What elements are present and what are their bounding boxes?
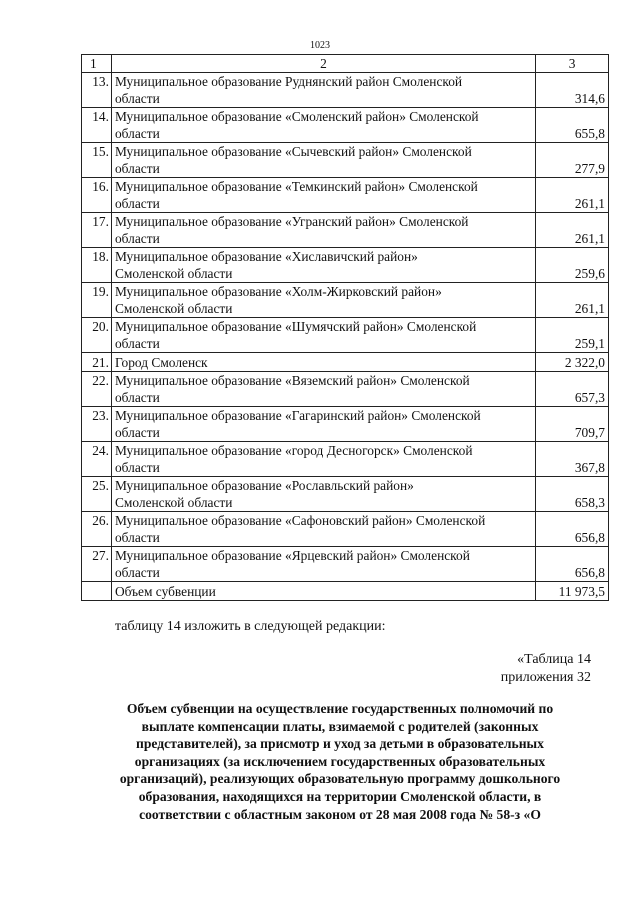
row-name (111, 442, 535, 477)
table-row (82, 372, 609, 407)
row-number: 14. (82, 108, 112, 143)
row-value: 658,3 (536, 477, 609, 512)
row-value: 259,6 (536, 248, 609, 283)
row-name (111, 372, 535, 407)
heading-line: выплате компенсации платы, взимаемой с родителей (законных (141, 718, 539, 734)
row-name-line: области (114, 565, 160, 580)
row-number: 25. (82, 477, 112, 512)
row-name (111, 353, 535, 372)
row-value: 277,9 (536, 143, 609, 178)
row-number: 24. (82, 442, 112, 477)
row-name-line: Муниципальное образование «Сычевский район» Смоленской (114, 144, 472, 159)
row-name-line: Муниципальное образование «Шумячский район» Смоленской (114, 319, 477, 334)
row-value: 709,7 (536, 407, 609, 442)
row-number: 13. (82, 73, 112, 108)
caption-line-appendix: приложения 32 (500, 670, 591, 685)
instruction-text: таблицу 14 изложить в следующей редакции: (115, 619, 386, 634)
heading-line: организаций), реализующих образовательную программу дошкольного (119, 771, 561, 787)
row-value: 261,1 (536, 178, 609, 213)
table-row (82, 318, 609, 353)
row-name-line: области (114, 530, 160, 545)
table-row (82, 353, 609, 372)
table-row (82, 283, 609, 318)
row-number: 23. (82, 407, 112, 442)
row-number: 17. (82, 213, 112, 248)
row-value: 657,3 (536, 372, 609, 407)
row-name (111, 143, 535, 178)
row-number: 27. (82, 547, 112, 582)
row-name-line: области (114, 161, 160, 176)
column-header-name: 2 (111, 55, 535, 73)
row-number: 16. (82, 178, 112, 213)
row-number: 21. (82, 353, 112, 372)
page-number: 1023 (310, 40, 330, 51)
row-name-line: Смоленской области (114, 495, 233, 510)
row-value: 11 973,5 (536, 582, 609, 601)
table-row (82, 213, 609, 248)
table-row (82, 477, 609, 512)
subvention-table (81, 54, 609, 601)
row-name-line: Город Смоленск (114, 354, 208, 370)
column-header-number: 1 (82, 55, 112, 73)
table-row (82, 442, 609, 477)
row-name-line: Смоленской области (114, 266, 233, 281)
row-name-line: Муниципальное образование «Вяземский район» Смоленской (114, 373, 470, 388)
row-name (111, 213, 535, 248)
row-name-line: Муниципальное образование «Гагаринский район» Смоленской (114, 408, 481, 423)
row-name-line: Муниципальное образование «Угранский район» Смоленской (114, 214, 469, 229)
row-value: 2 322,0 (536, 353, 609, 372)
row-value: 367,8 (536, 442, 609, 477)
row-name-line: области (114, 91, 160, 106)
row-name (111, 248, 535, 283)
table-row (82, 143, 609, 178)
table-row (82, 108, 609, 143)
row-name (111, 582, 535, 601)
row-value: 655,8 (536, 108, 609, 143)
row-name (111, 283, 535, 318)
row-name-line: области (114, 196, 160, 211)
table-header-row (82, 55, 609, 73)
row-name-line: области (114, 336, 160, 351)
table-row (82, 73, 609, 108)
row-name (111, 407, 535, 442)
row-name-line: Муниципальное образование «Сафоновский район» Смоленской (114, 513, 486, 528)
heading-line: представителей), за присмотр и уход за детьми в образовательных (136, 736, 544, 752)
table-row (82, 512, 609, 547)
row-name-line: Муниципальное образование «Рославльский район» (114, 478, 414, 493)
row-number: 18. (82, 248, 112, 283)
row-name-line: Муниципальное образование «Смоленский район» Смоленской (114, 109, 479, 124)
row-number (82, 582, 112, 601)
row-name (111, 108, 535, 143)
row-name (111, 178, 535, 213)
table-row (82, 547, 609, 582)
row-value: 656,8 (536, 512, 609, 547)
row-name-line: области (114, 390, 160, 405)
row-value: 259,1 (536, 318, 609, 353)
row-name (111, 318, 535, 353)
table-row (82, 582, 609, 601)
column-header-value: 3 (536, 55, 609, 73)
table-row (82, 178, 609, 213)
row-name-line: Муниципальное образование «Хиславичский район» (114, 249, 418, 264)
row-name-line: области (114, 231, 160, 246)
row-name (111, 477, 535, 512)
row-value: 314,6 (536, 73, 609, 108)
heading-line: организациях (за исключением государственных образовательных (134, 753, 546, 769)
row-name-line: Смоленской области (114, 301, 233, 316)
caption-line-table: «Таблица 14 (517, 652, 591, 667)
row-name-line: Муниципальное образование «Темкинский район» Смоленской (114, 179, 478, 194)
row-number: 22. (82, 372, 112, 407)
row-name-line: Муниципальное образование «город Десногорск» Смоленской (114, 443, 473, 458)
row-name-line: Муниципальное образование Руднянский район Смоленской (114, 74, 463, 89)
row-name-line: области (114, 460, 160, 475)
heading-line: соответствии с областным законом от 28 мая 2008 года № 58-з «О (139, 806, 541, 822)
table-caption (501, 651, 591, 687)
row-name-line: области (114, 126, 160, 141)
row-name-line: области (114, 425, 160, 440)
heading-line: Объем субвенции на осуществление государственных полномочий по (126, 701, 554, 716)
table-row (82, 248, 609, 283)
row-value: 656,8 (536, 547, 609, 582)
row-name-line: Объем субвенции (114, 583, 216, 599)
row-value: 261,1 (536, 283, 609, 318)
row-number: 26. (82, 512, 112, 547)
row-name-line: Муниципальное образование «Холм-Жирковский район» (114, 284, 442, 299)
row-name-line: Муниципальное образование «Ярцевский район» Смоленской (114, 548, 470, 563)
row-value: 261,1 (536, 213, 609, 248)
row-number: 15. (82, 143, 112, 178)
row-name (111, 547, 535, 582)
row-name (111, 512, 535, 547)
row-name (111, 73, 535, 108)
heading-line: образования, находящихся на территории Смоленской области, в (138, 788, 542, 804)
row-number: 19. (82, 283, 112, 318)
row-number: 20. (82, 318, 112, 353)
table-row (82, 407, 609, 442)
section-heading (90, 700, 590, 823)
